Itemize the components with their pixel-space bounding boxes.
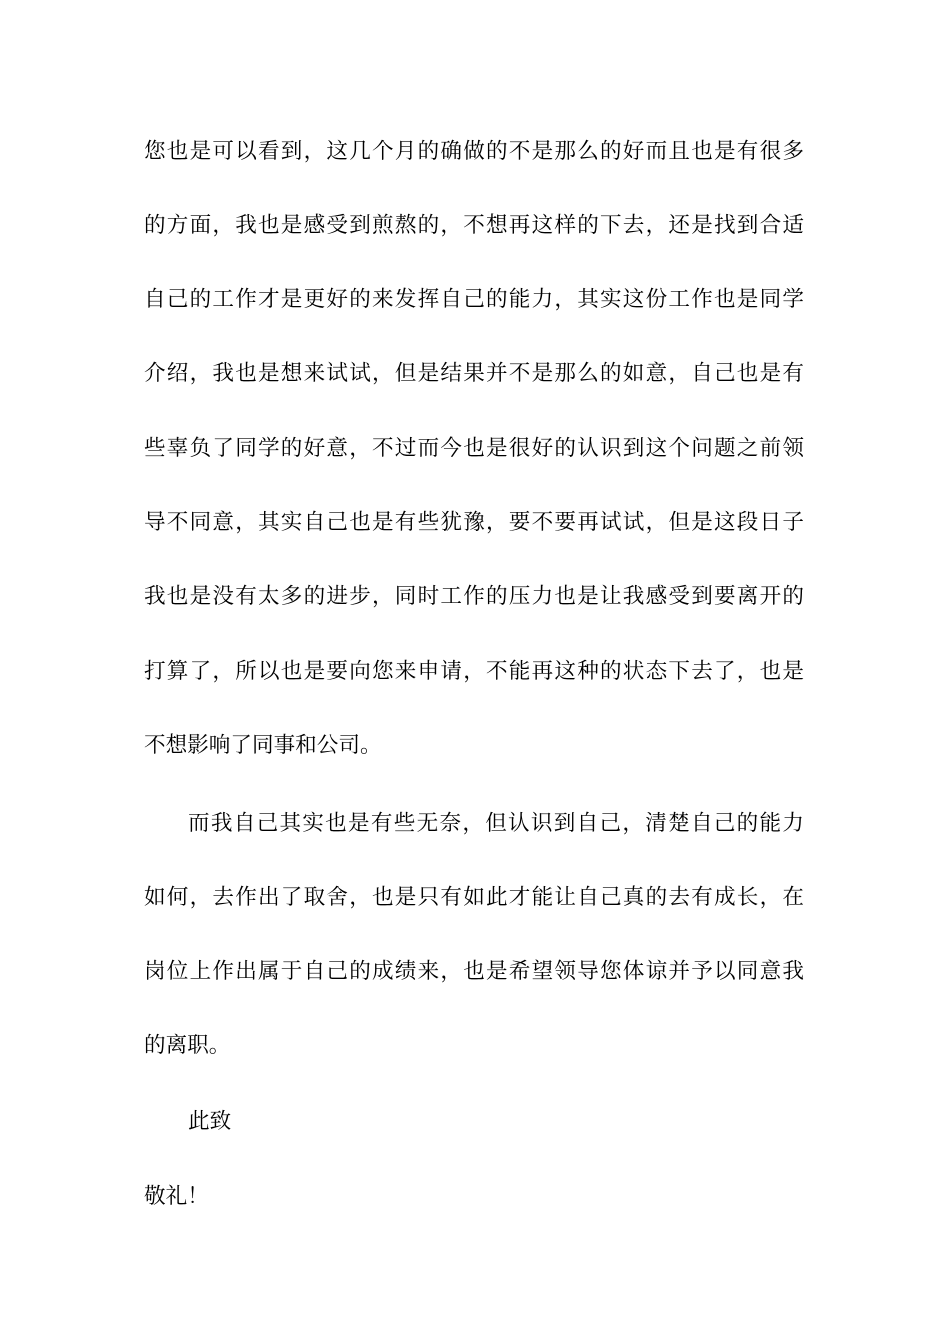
- body-text-line: 自己的工作才是更好的来发挥自己的能力，其实这份工作也是同学: [144, 287, 804, 312]
- body-text-line: 我也是没有太多的进步，同时工作的压力也是让我感受到要离开的: [144, 584, 804, 609]
- body-text-line: 您也是可以看到，这几个月的确做的不是那么的好而且也是有很多: [144, 139, 804, 164]
- body-text-line: 而我自己其实也是有些无奈，但认识到自己，清楚自己的能力: [188, 811, 804, 836]
- body-text-line: 导不同意，其实自己也是有些犹豫，要不要再试试，但是这段日子: [144, 510, 804, 535]
- body-text-line: 些辜负了同学的好意，不过而今也是很好的认识到这个问题之前领: [144, 436, 804, 461]
- body-text-line: 介绍，我也是想来试试，但是结果并不是那么的如意，自己也是有: [144, 361, 804, 386]
- body-text-line: 的离职。: [144, 1033, 231, 1058]
- salutation-text: 敬礼！: [144, 1184, 209, 1209]
- body-text-line: 如何，去作出了取舍，也是只有如此才能让自己真的去有成长，在: [144, 885, 804, 910]
- closing-text: 此致: [188, 1109, 232, 1134]
- body-text-line: 不想影响了同事和公司。: [144, 733, 382, 758]
- body-text-line: 的方面，我也是感受到煎熬的，不想再这样的下去，还是找到合适: [144, 213, 804, 238]
- body-text-line: 岗位上作出属于自己的成绩来，也是希望领导您体谅并予以同意我: [144, 959, 804, 984]
- body-text-line: 打算了，所以也是要向您来申请，不能再这种的状态下去了，也是: [144, 659, 804, 684]
